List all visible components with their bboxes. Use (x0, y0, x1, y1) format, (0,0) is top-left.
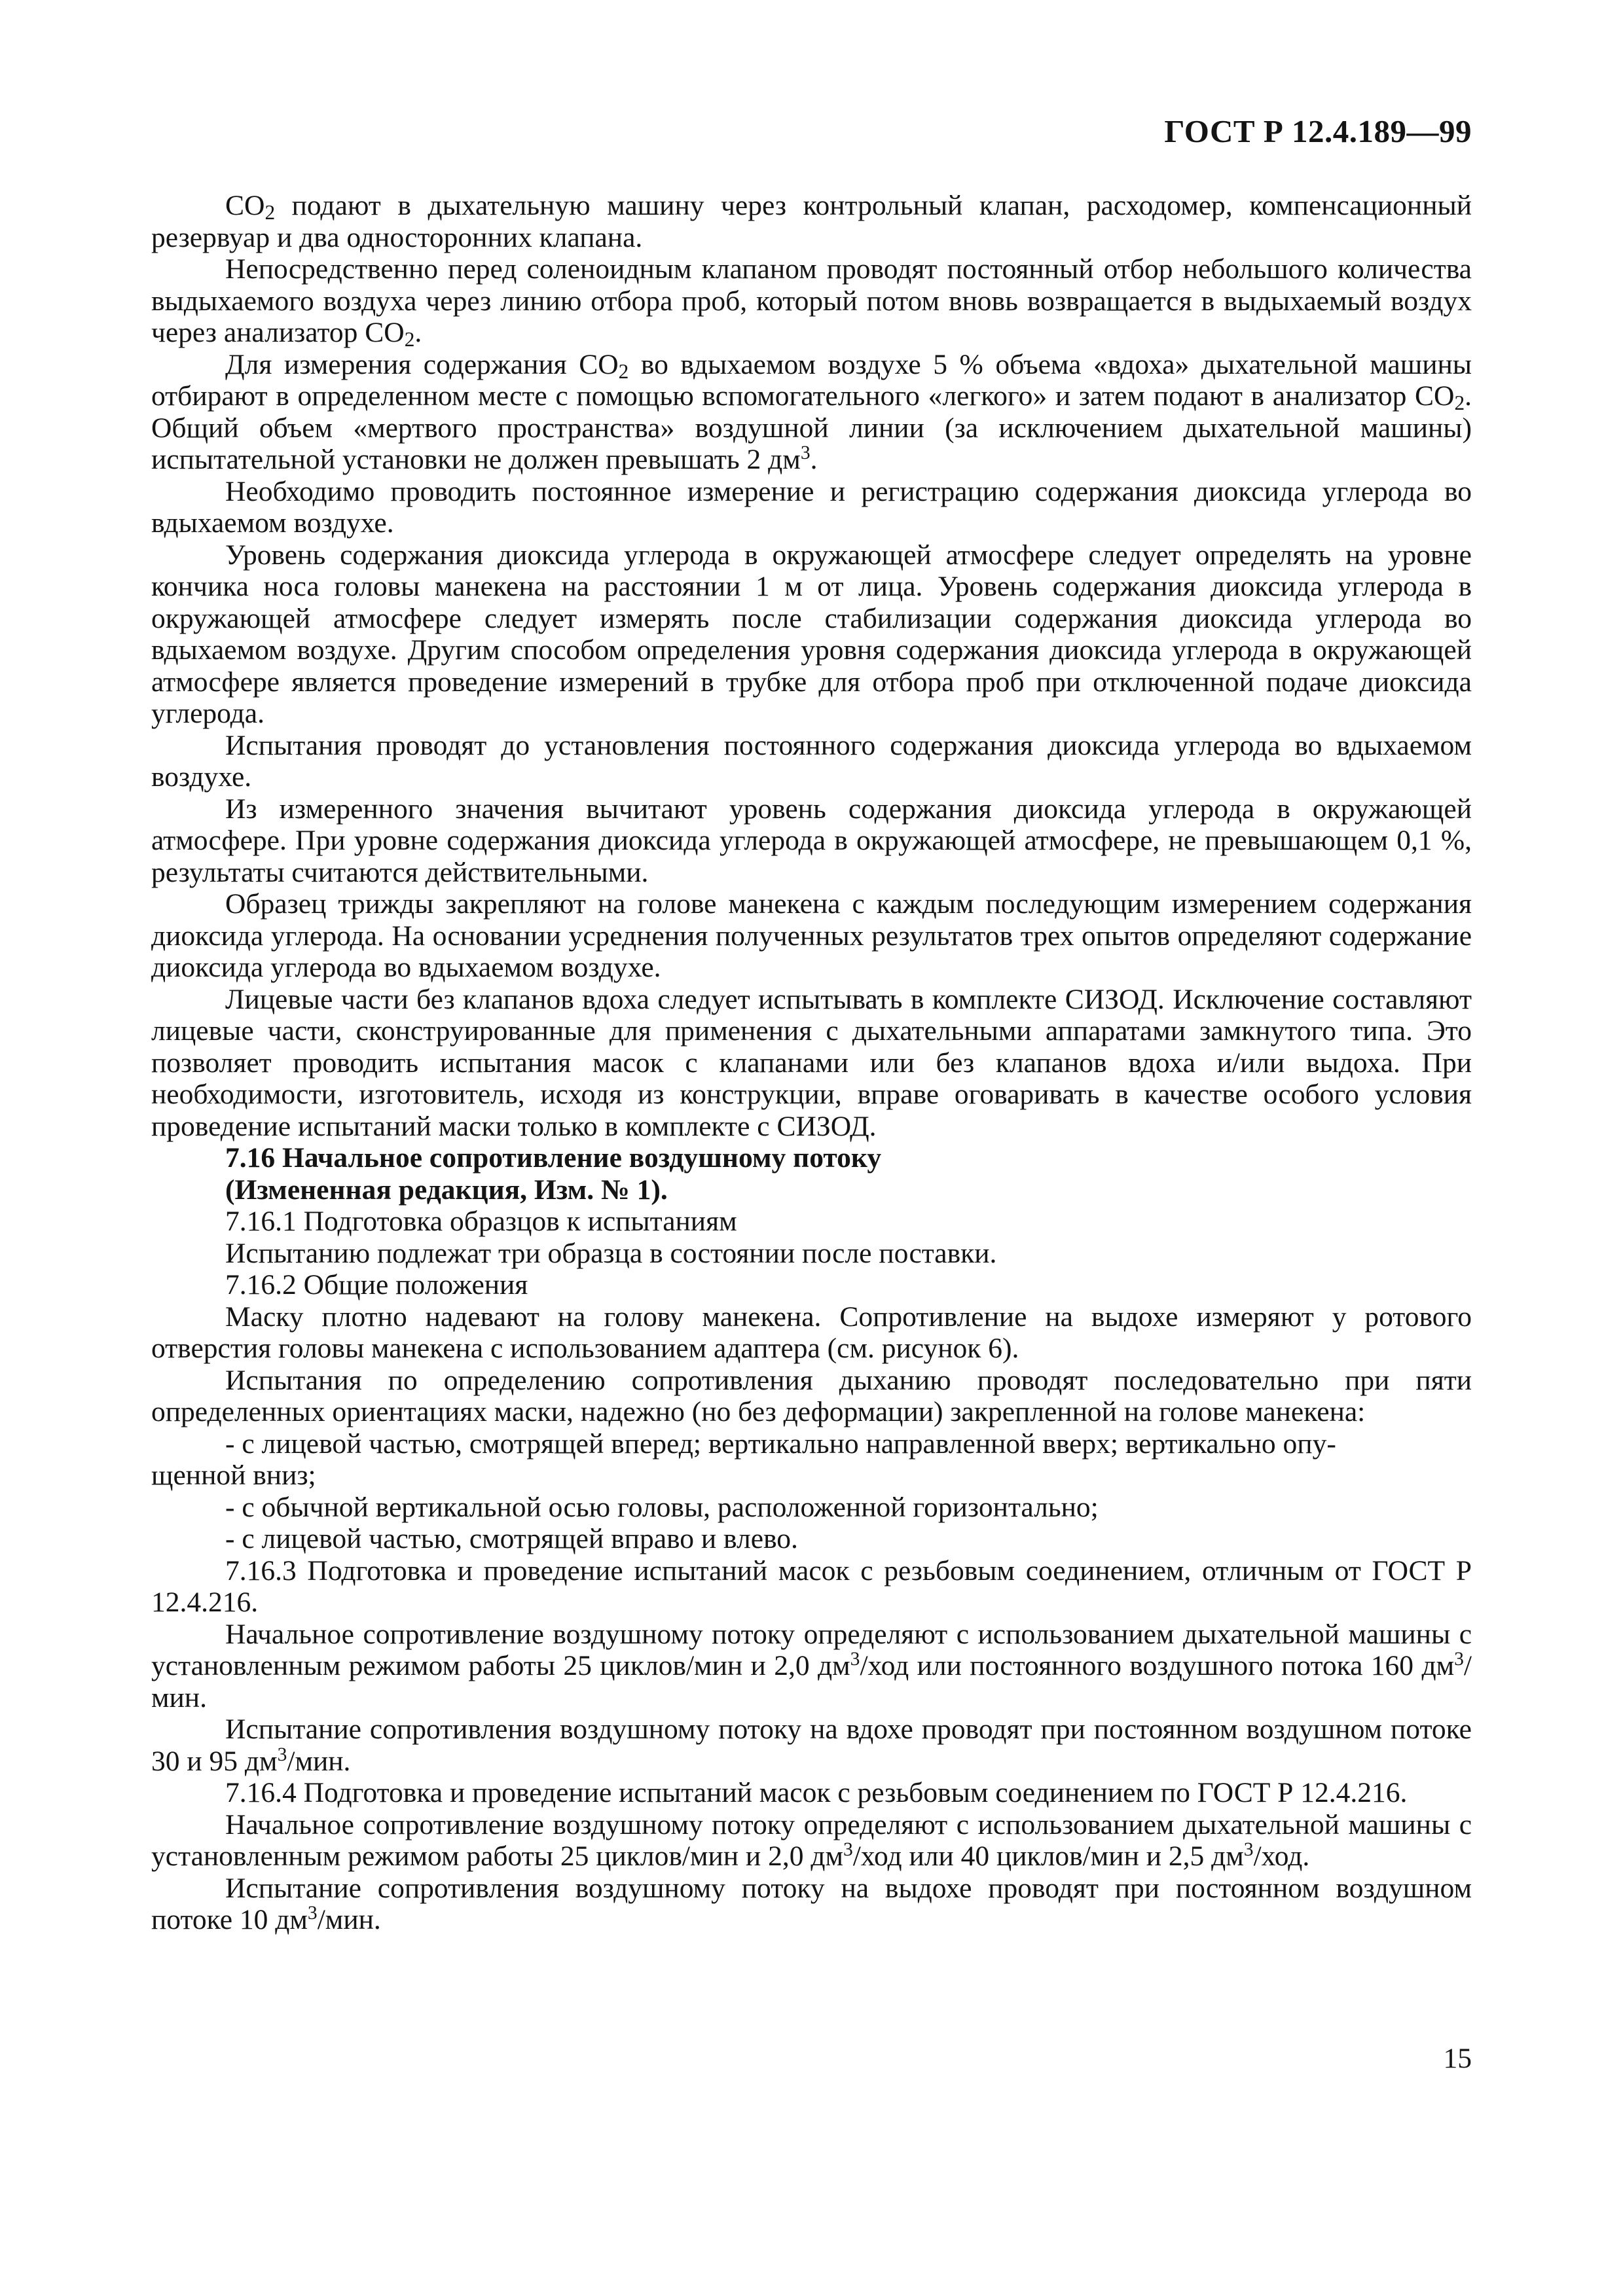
paragraph: Лицевые части без клапанов вдоха следует испытывать в комплекте СИЗОД. Исключение составляют лицевые части, сконструированные для применения с дыхательными аппаратами замкнутого типа. Это позволяет проводить испытания масок с клапанами или без клапанов вдоха и/или выдоха. При необходимости, изготовитель, исходя из конструкции, вправе оговаривать в качестве особого условия проведение испытаний маски только в комплекте с СИЗОД. (151, 983, 1472, 1142)
paragraph: Из измеренного значения вычитают уровень содержания диоксида углерода в окружающей атмосфере. При уровне содержания диоксида углерода в окружающей атмосфере, не превышающем 0,1 %, результаты считаются действительными. (151, 793, 1472, 888)
amendment-note: (Измененная редакция, Изм. № 1). (225, 1174, 668, 1206)
document-code-header: ГОСТ Р 12.4.189—99 (1164, 113, 1472, 149)
page-number: 15 (1443, 2043, 1472, 2074)
paragraph: Маску плотно надевают на голову манекена. Сопротивление на выдохе измеряют у ротового отверстия головы манекена с использованием адаптера (см. рисунок 6). (151, 1300, 1472, 1364)
list-item: - с лицевой частью, смотрящей вперед; вертикально направленной вверх; вертикально опу- (225, 1427, 1336, 1460)
paragraph: Уровень содержания диоксида углерода в окружающей атмосфере следует определять на уровне кончика носа головы манекена на расстоянии 1 м от лица. Уровень содержания диоксида углерода в окружающей атмосфере следует измерять после стабилизации содержания диоксида углерода во вдыхаемом воздухе. Другим способом определения уровня содержания диоксида углерода в окружающей атмосфере является проведение измерений в трубке для отбора проб при отключенной подаче диоксида углерода. (151, 539, 1472, 729)
paragraph: Испытание сопротивления воздушному потоку на вдохе проводят при постоянном воздушном потоке 30 и 95 $дм^3$/мин. (151, 1713, 1472, 1777)
subsection-heading-7-16-2: 7.16.2 Общие положения (225, 1269, 528, 1300)
page-body (151, 190, 1472, 1936)
section-heading-7-16: 7.16 Начальное сопротивление воздушному потоку (225, 1142, 882, 1174)
list-item-continuation: щенной вниз; (151, 1460, 316, 1491)
paragraph: Испытания по определению сопротивления дыханию проводят последовательно при пяти определенных ориентациях маски, надежно (но без деформации) закрепленной на голове манекена: (151, 1364, 1472, 1427)
paragraph: Образец трижды закрепляют на голове манекена с каждым последующим измерением содержания диоксида углерода. На основании усреднения полученных результатов трех опытов определяют содержание диоксида углерода во вдыхаемом воздухе. (151, 888, 1472, 983)
paragraph: Испытанию подлежат три образца в состоянии после поставки. (225, 1237, 997, 1269)
paragraph: Начальное сопротивление воздушному потоку определяют с использованием дыхательной машины с установленным режимом работы 25 циклов/мин и 2,0 $дм^3$/ход или постоянного воздушного потока 160 $дм^3$/мин. (151, 1618, 1472, 1713)
subsection-heading-7-16-1: 7.16.1 Подготовка образцов к испытаниям (225, 1206, 737, 1237)
paragraph: Для измерения содержания $CO_2$ во вдыхаемом воздухе 5 % объема «вдоха» дыхательной машины отбирают в определенном месте с помощью вспомогательного «легкого» и затем подают в анализатор $CO_2$. Общий объем «мертвого пространства» воздушной линии (за исключением дыхательной машины) испытательной установки не должен превышать 2 $дм^3$. (151, 348, 1472, 475)
list-item: - с лицевой частью, смотрящей вправо и влево. (225, 1523, 798, 1554)
subsection-heading-7-16-4: 7.16.4 Подготовка и проведение испытаний масок с резьбовым соединением по ГОСТ Р 12.4.216. (225, 1777, 1408, 1808)
paragraph: Необходимо проводить постоянное измерение и регистрацию содержания диоксида углерода во вдыхаемом воздухе. (151, 475, 1472, 539)
paragraph: Непосредственно перед соленоидным клапаном проводят постоянный отбор небольшого количества выдыхаемого воздуха через линию отбора проб, который потом вновь возвращается в выдыхаемый воздух через анализатор $CO_2$. (151, 253, 1472, 351)
paragraph: Испытание сопротивления воздушному потоку на выдохе проводят при постоянном воздушном потоке 10 $дм^3$/мин. (151, 1872, 1472, 1935)
subsection-heading-7-16-3: 7.16.3 Подготовка и проведение испытаний масок с резьбовым соединением, отличным от ГОСТ Р 12.4.216. (151, 1554, 1472, 1618)
paragraph: Испытания проводят до установления постоянного содержания диоксида углерода во вдыхаемом воздухе. (151, 729, 1472, 793)
paragraph: Начальное сопротивление воздушному потоку определяют с использованием дыхательной машины с установленным режимом работы 25 циклов/мин и 2,0 $дм^3$/ход или 40 циклов/мин и 2,5 $дм^3$/ход. (151, 1808, 1472, 1872)
list-item: - с обычной вертикальной осью головы, расположенной горизонтально; (225, 1491, 1099, 1523)
paragraph: $CO_2$ подают в дыхательную машину через контрольный клапан, расходомер, компенсационный резервуар и два односторонних клапана. (151, 190, 1472, 253)
